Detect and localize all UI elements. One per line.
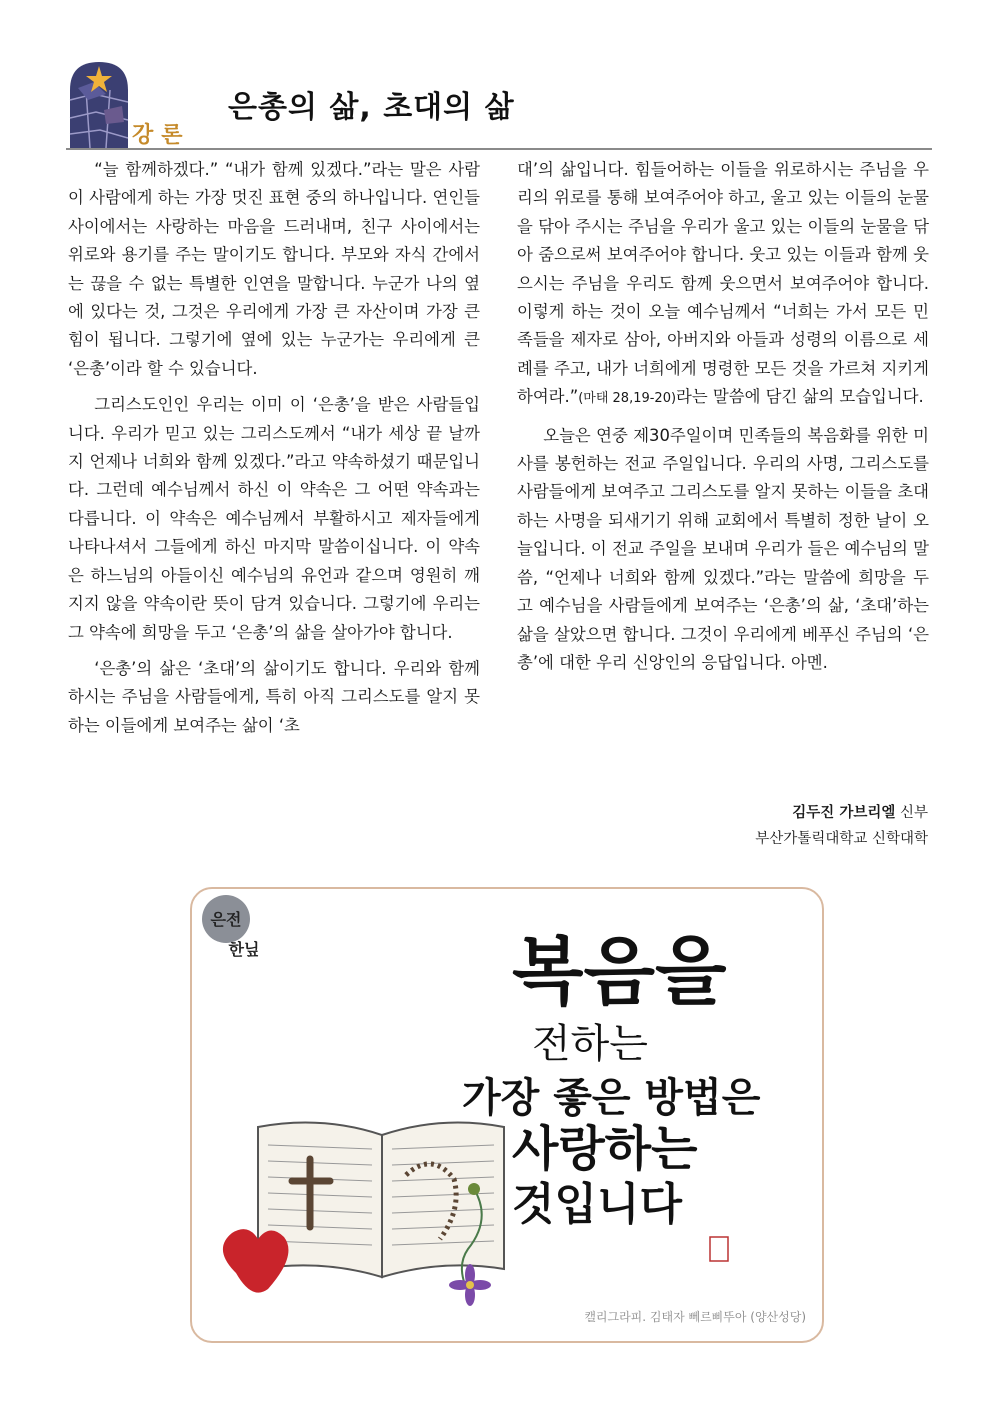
right-column: [517, 156, 929, 685]
author-line: [560, 800, 928, 826]
author-title: 신부: [899, 805, 928, 821]
paragraph: ‘은총’의 삶은 ‘초대’의 삶이기도 합니다. 우리와 함께하시는 주님을 사람들에게, 특히 아직 그리스도를 알지 못하는 이들에게 보여주는 삶이 ‘초: [68, 658, 480, 735]
calligraphy-illustration: [192, 889, 822, 1341]
seal-stamp-icon: [710, 1237, 728, 1261]
calligraphy-line-1: 복음을: [512, 929, 727, 1015]
author-affiliation: 부산가톨릭대학교 신학대학: [755, 831, 928, 847]
left-column: [68, 156, 480, 748]
article-header: [66, 60, 932, 152]
section-label: 강론: [132, 123, 191, 148]
header-divider: [66, 148, 932, 150]
scripture-citation: (마태 28,19-20): [578, 391, 677, 407]
paragraph: 오늘은 연중 제30주일이며 민족들의 복음화를 위한 미사를 봉헌하는 전교 주일입니다. 우리의 사명, 그리스도를 사람들에게 보여주고 그리스도를 알지 못하는 이들을 초대하는 사명을 되새기기 위해 교회에서 특별히 정한 날이 오늘입니다. 이 전교 주일을 보내며 우리가 들은 예수님의 말씀, “언제나 너희와 함께 있겠다.”라는 말씀에 희망을 두고 예수님을 사람들에게 보여주는 ‘은총’의 삶, ‘초대’하는 삶을 살았으면 합니다. 그것이 우리에게 베푸신 주님의 ‘은총’에 대한 우리 신앙인의 응답입니다. 아멘.: [517, 425, 929, 672]
page-title: 은총의 삶, 초대의 삶: [228, 90, 515, 125]
stained-glass-cross-icon: [66, 60, 132, 148]
author-byline: [560, 800, 928, 852]
paragraph-text: 라는 말씀에 담긴 삶의 모습입니다.: [676, 387, 924, 407]
calligraphy-card: [190, 887, 824, 1343]
open-bible-icon: [258, 1123, 504, 1278]
badge-line-2: 한닢: [228, 940, 260, 959]
paragraph: “늘 함께하겠다.” “내가 함께 있겠다.”라는 말은 사람이 사람에게 하는 가장 멋진 표현 중의 하나입니다. 연인들 사이에서는 사랑하는 마음을 드러내며, 친구 사이에서는 위로와 용기를 주는 말이기도 합니다. 부모와 자식 간에서는 끊을 수 없는 특별한 인연을 말합니다. 누군가 나의 옆에 있다는 것, 그것은 우리에게 가장 큰 자산이며 가장 큰 힘이 됩니다. 그렇기에 옆에 있는 누군가는 우리에게 큰 ‘은총’이라 할 수 있습니다.: [68, 160, 480, 378]
calligraphy-line-5: 것입니다: [512, 1179, 683, 1230]
paragraph-text: 대’의 삶입니다. 힘들어하는 이들을 위로하시는 주님을 우리의 위로를 통해 보여주어야 하고, 울고 있는 이들의 눈물을 닦아 주시는 주님을 우리가 울고 있는 이들의 눈물을 닦아 줌으로써 보여주어야 합니다. 웃고 있는 이들과 함께 웃으시는 주님을 우리도 함께 웃으면서 보여주어야 합니다. 이렇게 하는 것이 오늘 예수님께서 “너희는 가서 모든 민족들을 제자로 삼아, 아버지와 아들과 성령의 이름으로 세례를 주고, 내가 너희에게 명령한 모든 것을 가르쳐 지키게 하여라.”: [517, 160, 929, 407]
paragraph: 그리스도인인 우리는 이미 이 ‘은총’을 받은 사람들입니다. 우리가 믿고 있는 그리스도께서 “내가 세상 끝 날까지 언제나 너희와 함께 있겠다.”라고 약속하셨기 때문입니다. 그런데 예수님께서 하신 이 약속은 그 어떤 약속과는 다릅니다. 이 약속은 예수님께서 부활하시고 제자들에게 나타나셔서 그들에게 하신 마지막 말씀이십니다. 이 약속은 하느님의 아들이신 예수님의 유언과 같으며 영원히 깨지지 않을 약속이란 뜻이 담겨 있습니다. 그렇기에 우리는 그 약속에 희망을 두고 ‘은총’의 삶을 살아가야 합니다.: [68, 395, 480, 642]
calligraphy-line-4: 사랑하는: [512, 1121, 698, 1177]
badge-line-1: 은전: [210, 910, 242, 929]
author-name: 김두진 가브리엘: [792, 805, 896, 821]
paragraph: [517, 156, 929, 414]
calligraphy-line-3: 가장 좋은 방법은: [462, 1074, 761, 1121]
heart-icon: [223, 1229, 289, 1292]
calligraphy-line-2: 전하는: [532, 1021, 648, 1067]
image-caption: 캘리그라피. 김태자 뻬르삐뚜아 (양산성당): [584, 1310, 806, 1324]
